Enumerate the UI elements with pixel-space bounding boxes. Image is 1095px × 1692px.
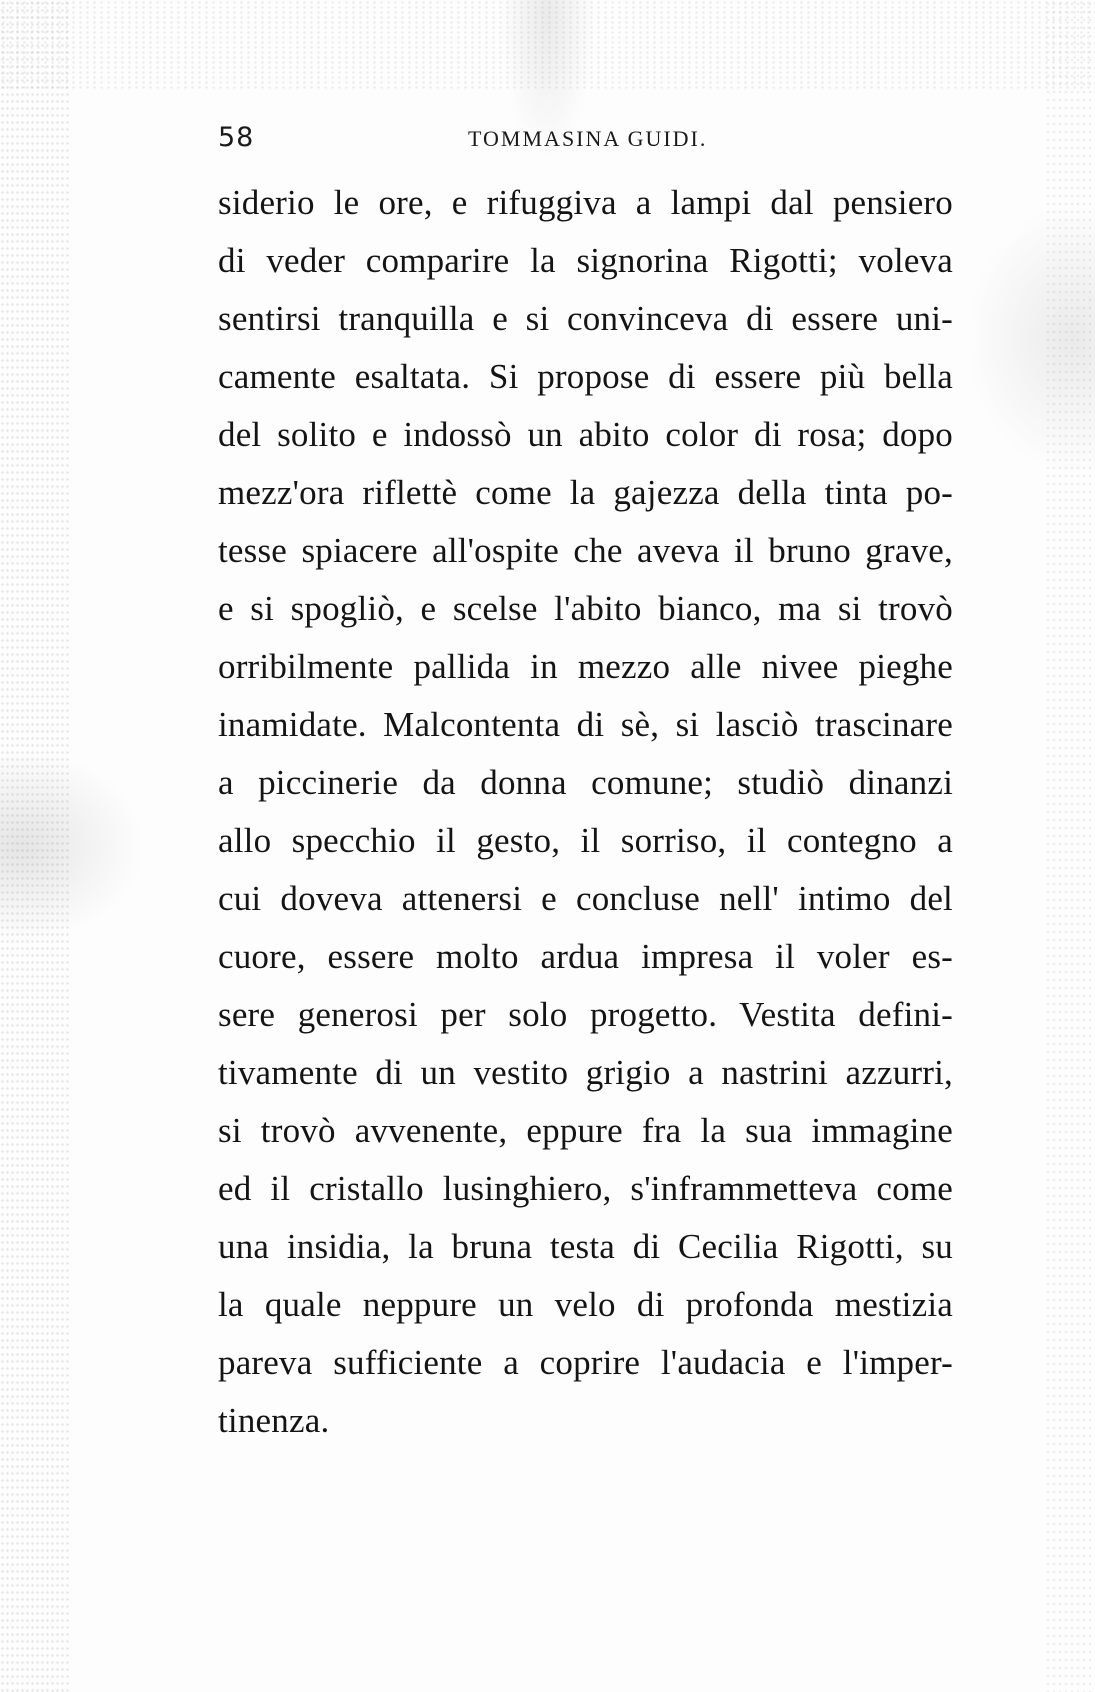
running-head: TOMMASINA GUIDI. bbox=[468, 126, 708, 151]
text-line: inamidate. Malcontenta di sè, si lasciò trascinare bbox=[218, 705, 953, 744]
text-line: allo specchio il gesto, il sorriso, il contegno a bbox=[218, 821, 953, 860]
text-line: si trovò avvenente, eppure fra la sua immagine bbox=[218, 1111, 953, 1150]
page-edge-speckle-left bbox=[0, 0, 70, 1692]
page-edge-speckle-right bbox=[1045, 0, 1095, 1692]
text-line: mezz'ora riflettè come la gajezza della tinta po- bbox=[218, 473, 953, 512]
text-line: sere generosi per solo progetto. Vestita defini- bbox=[218, 995, 953, 1034]
page-number: 58 bbox=[218, 122, 255, 153]
text-line: pareva sufficiente a coprire l'audacia e l'imper- bbox=[218, 1343, 953, 1382]
text-line: orribilmente pallida in mezzo alle nivee pieghe bbox=[218, 647, 953, 686]
text-line: sentirsi tranquilla e si convinceva di essere uni- bbox=[218, 299, 953, 338]
text-line: cuore, essere molto ardua impresa il voler es- bbox=[218, 937, 953, 976]
text-line: cui doveva attenersi e concluse nell' intimo del bbox=[218, 879, 953, 918]
text-line-last: tinenza. bbox=[218, 1401, 330, 1440]
page-header bbox=[218, 122, 953, 162]
text-line: siderio le ore, e rifuggiva a lampi dal pensiero bbox=[218, 183, 953, 222]
text-line: camente esaltata. Si propose di essere più bella bbox=[218, 357, 953, 396]
text-line: ed il cristallo lusinghiero, s'inframmetteva come bbox=[218, 1169, 953, 1208]
text-line: una insidia, la bruna testa di Cecilia Rigotti, su bbox=[218, 1227, 953, 1266]
text-line: del solito e indossò un abito color di rosa; dopo bbox=[218, 415, 953, 454]
text-line: di veder comparire la signorina Rigotti; voleva bbox=[218, 241, 953, 280]
text-line: e si spogliò, e scelse l'abito bianco, ma si trovò bbox=[218, 589, 953, 628]
text-line: tesse spiacere all'ospite che aveva il bruno grave, bbox=[218, 531, 953, 570]
text-line: la quale neppure un velo di profonda mestizia bbox=[218, 1285, 953, 1324]
body-text bbox=[218, 174, 953, 1450]
text-line: a piccinerie da donna comune; studiò dinanzi bbox=[218, 763, 953, 802]
text-line: tivamente di un vestito grigio a nastrini azzurri, bbox=[218, 1053, 953, 1092]
page-edge-speckle-top bbox=[0, 0, 1095, 90]
